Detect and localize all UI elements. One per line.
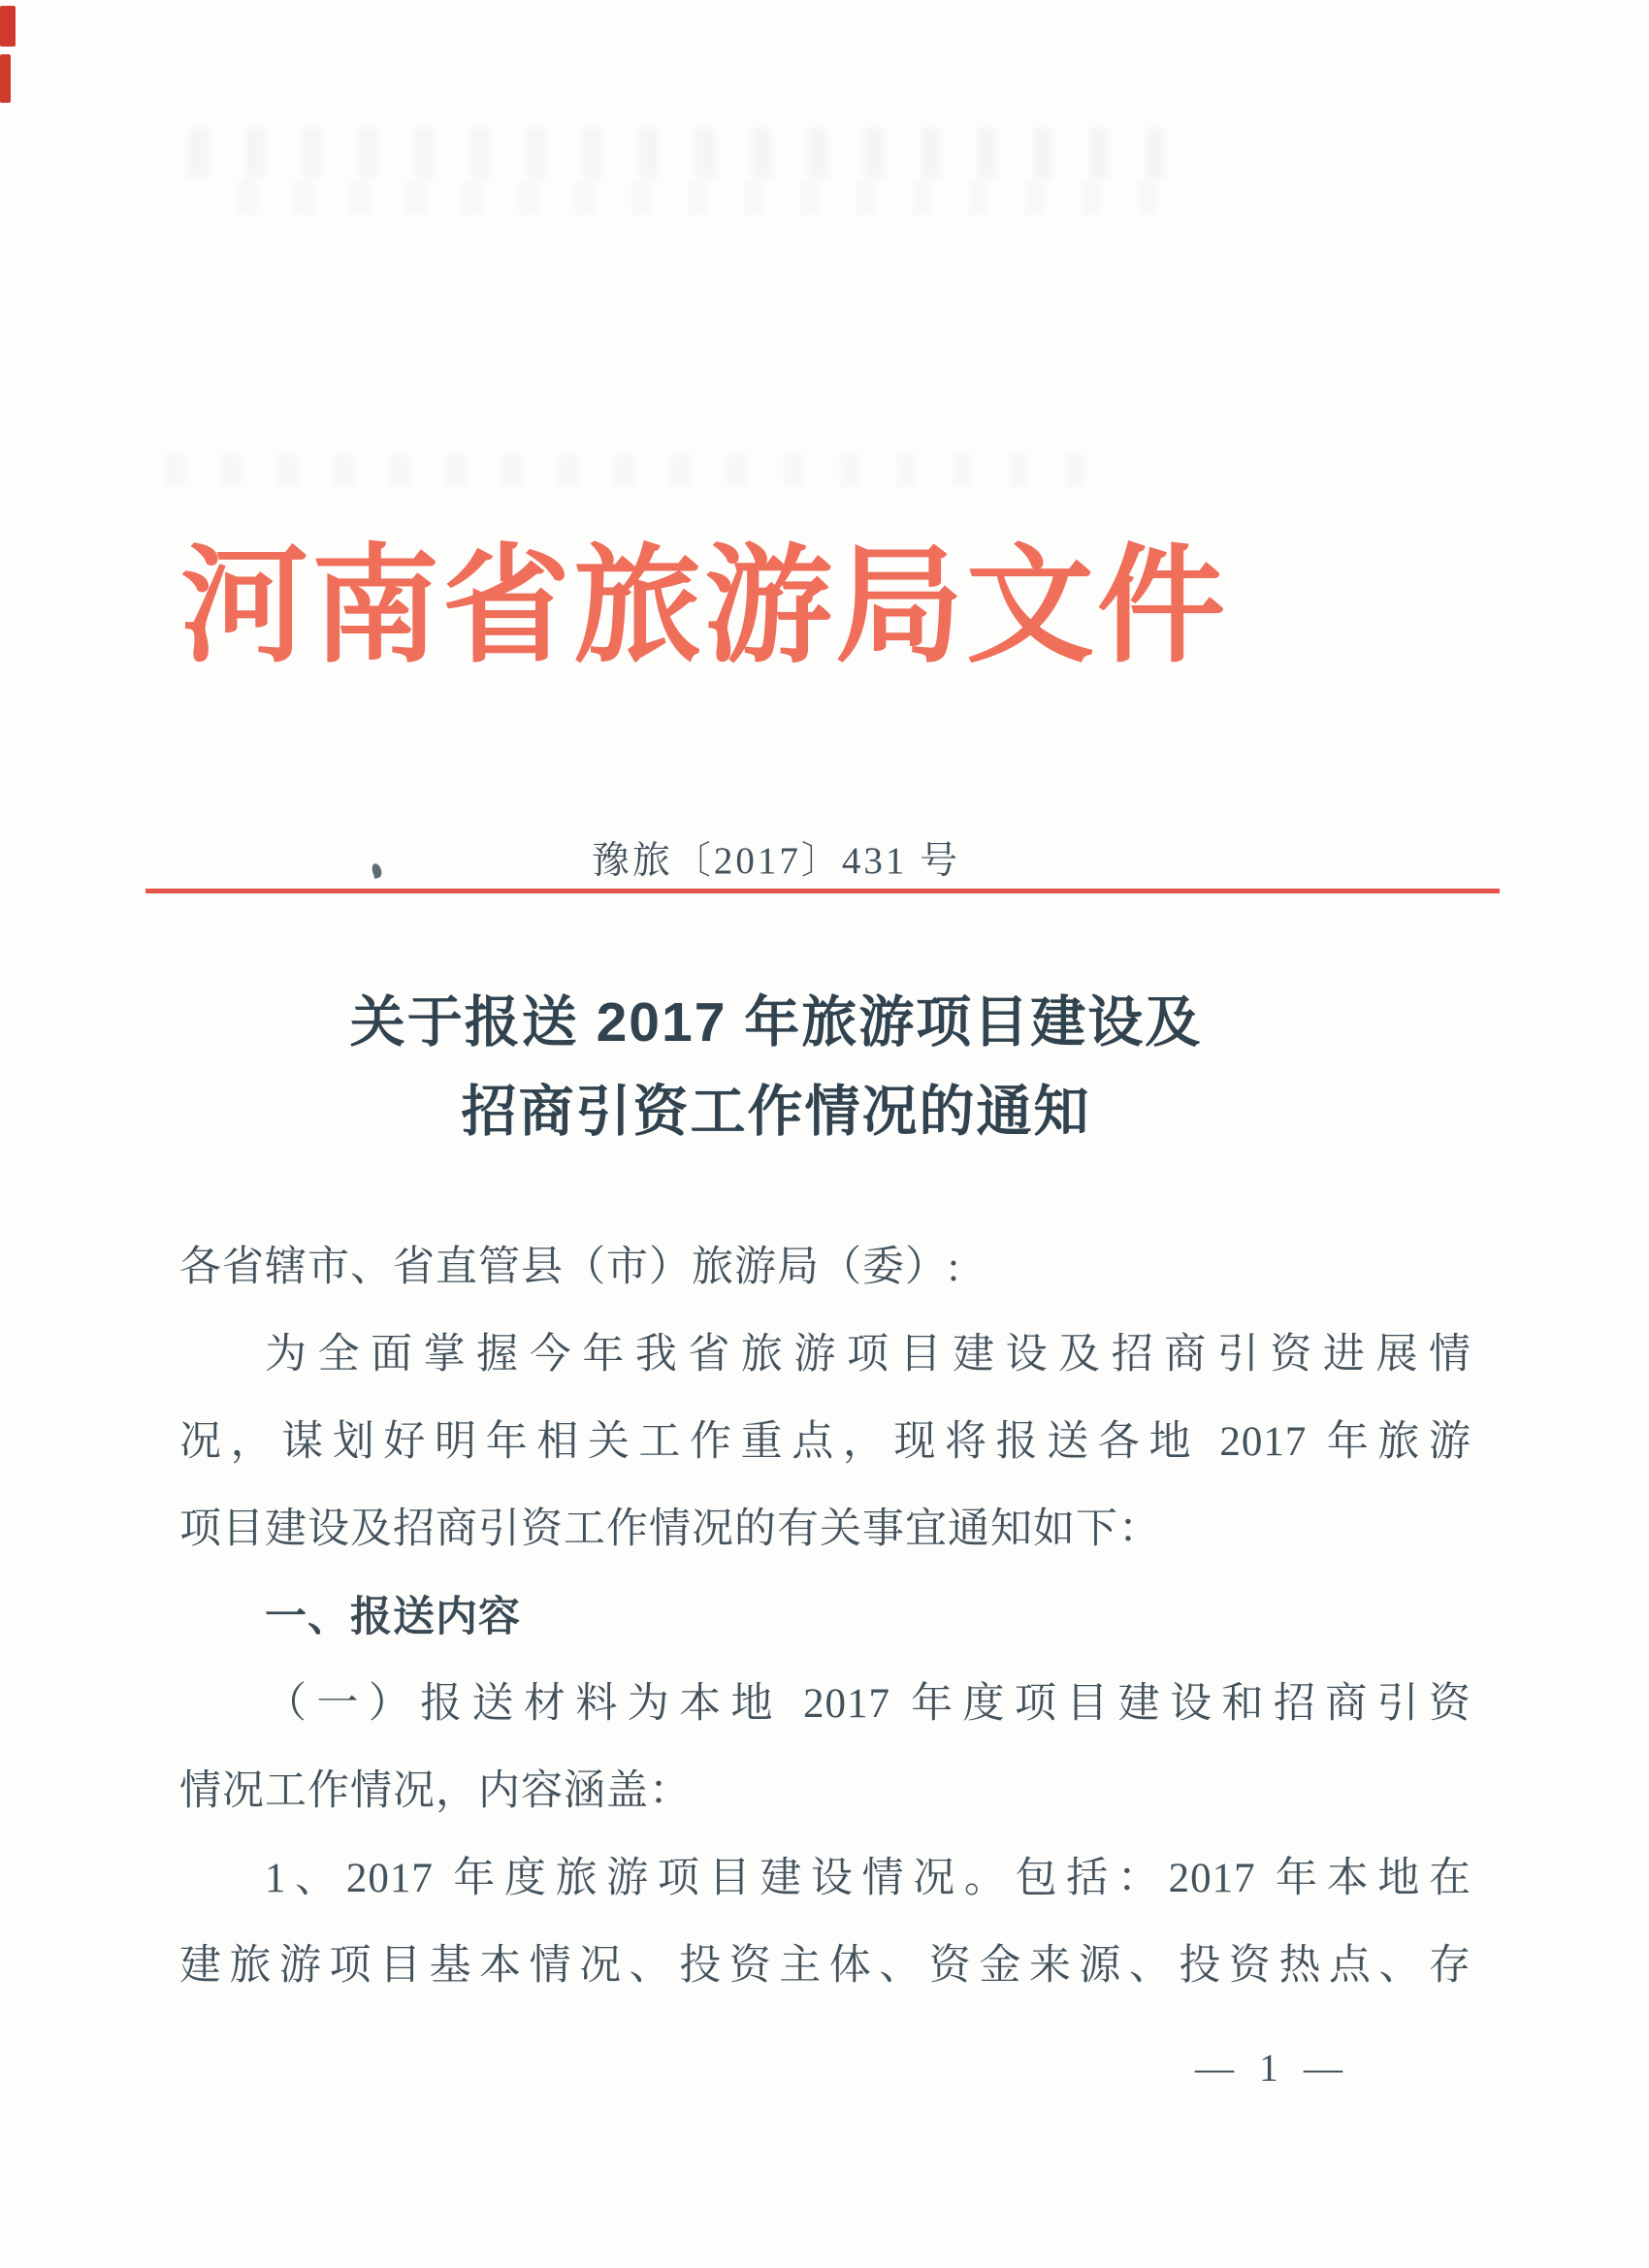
body-line: 1、2017 年度旅游项目建设情况。包括：2017 年本地在 [265, 1856, 1471, 1901]
section-heading: 一、报送内容 [265, 1594, 521, 1640]
scan-edge-mark [0, 6, 16, 47]
document-number: 豫旅〔2017〕431 号 [591, 840, 961, 882]
title-line-1: 关于报送 2017 年旅游项目建设及 [349, 991, 1203, 1053]
scan-bleedthrough-artifact [189, 128, 1188, 178]
body-line: 项目建设及招商引资工作情况的有关事宜通知如下： [179, 1507, 1161, 1552]
document-title [97, 978, 1455, 1156]
body-line: （一）报送材料为本地 2017 年度项目建设和招商引资 [265, 1681, 1471, 1727]
body-line: 况，谋划好明年相关工作重点，现将报送各地 2017 年旅游 [179, 1419, 1471, 1465]
body-line: 情况工作情况，内容涵盖： [179, 1768, 692, 1814]
scan-bleedthrough-artifact [165, 454, 1086, 487]
red-divider-rule [146, 889, 1500, 893]
agency-header: 河南省旅游局文件 [180, 535, 1228, 678]
scan-edge-mark [0, 54, 11, 103]
title-line-2: 招商引资工作情况的通知 [461, 1081, 1091, 1143]
scan-bleedthrough-artifact [238, 180, 1159, 215]
document-body [179, 1224, 1471, 2010]
page-number: — 1 — [1195, 2046, 1350, 2090]
body-line: 建旅游项目基本情况、投资主体、资金来源、投资热点、存 [179, 1943, 1471, 1989]
body-line: 为全面掌握今年我省旅游项目建设及招商引资进展情 [265, 1332, 1471, 1377]
salutation-line: 各省辖市、省直管县（市）旅游局（委）: [179, 1245, 960, 1290]
